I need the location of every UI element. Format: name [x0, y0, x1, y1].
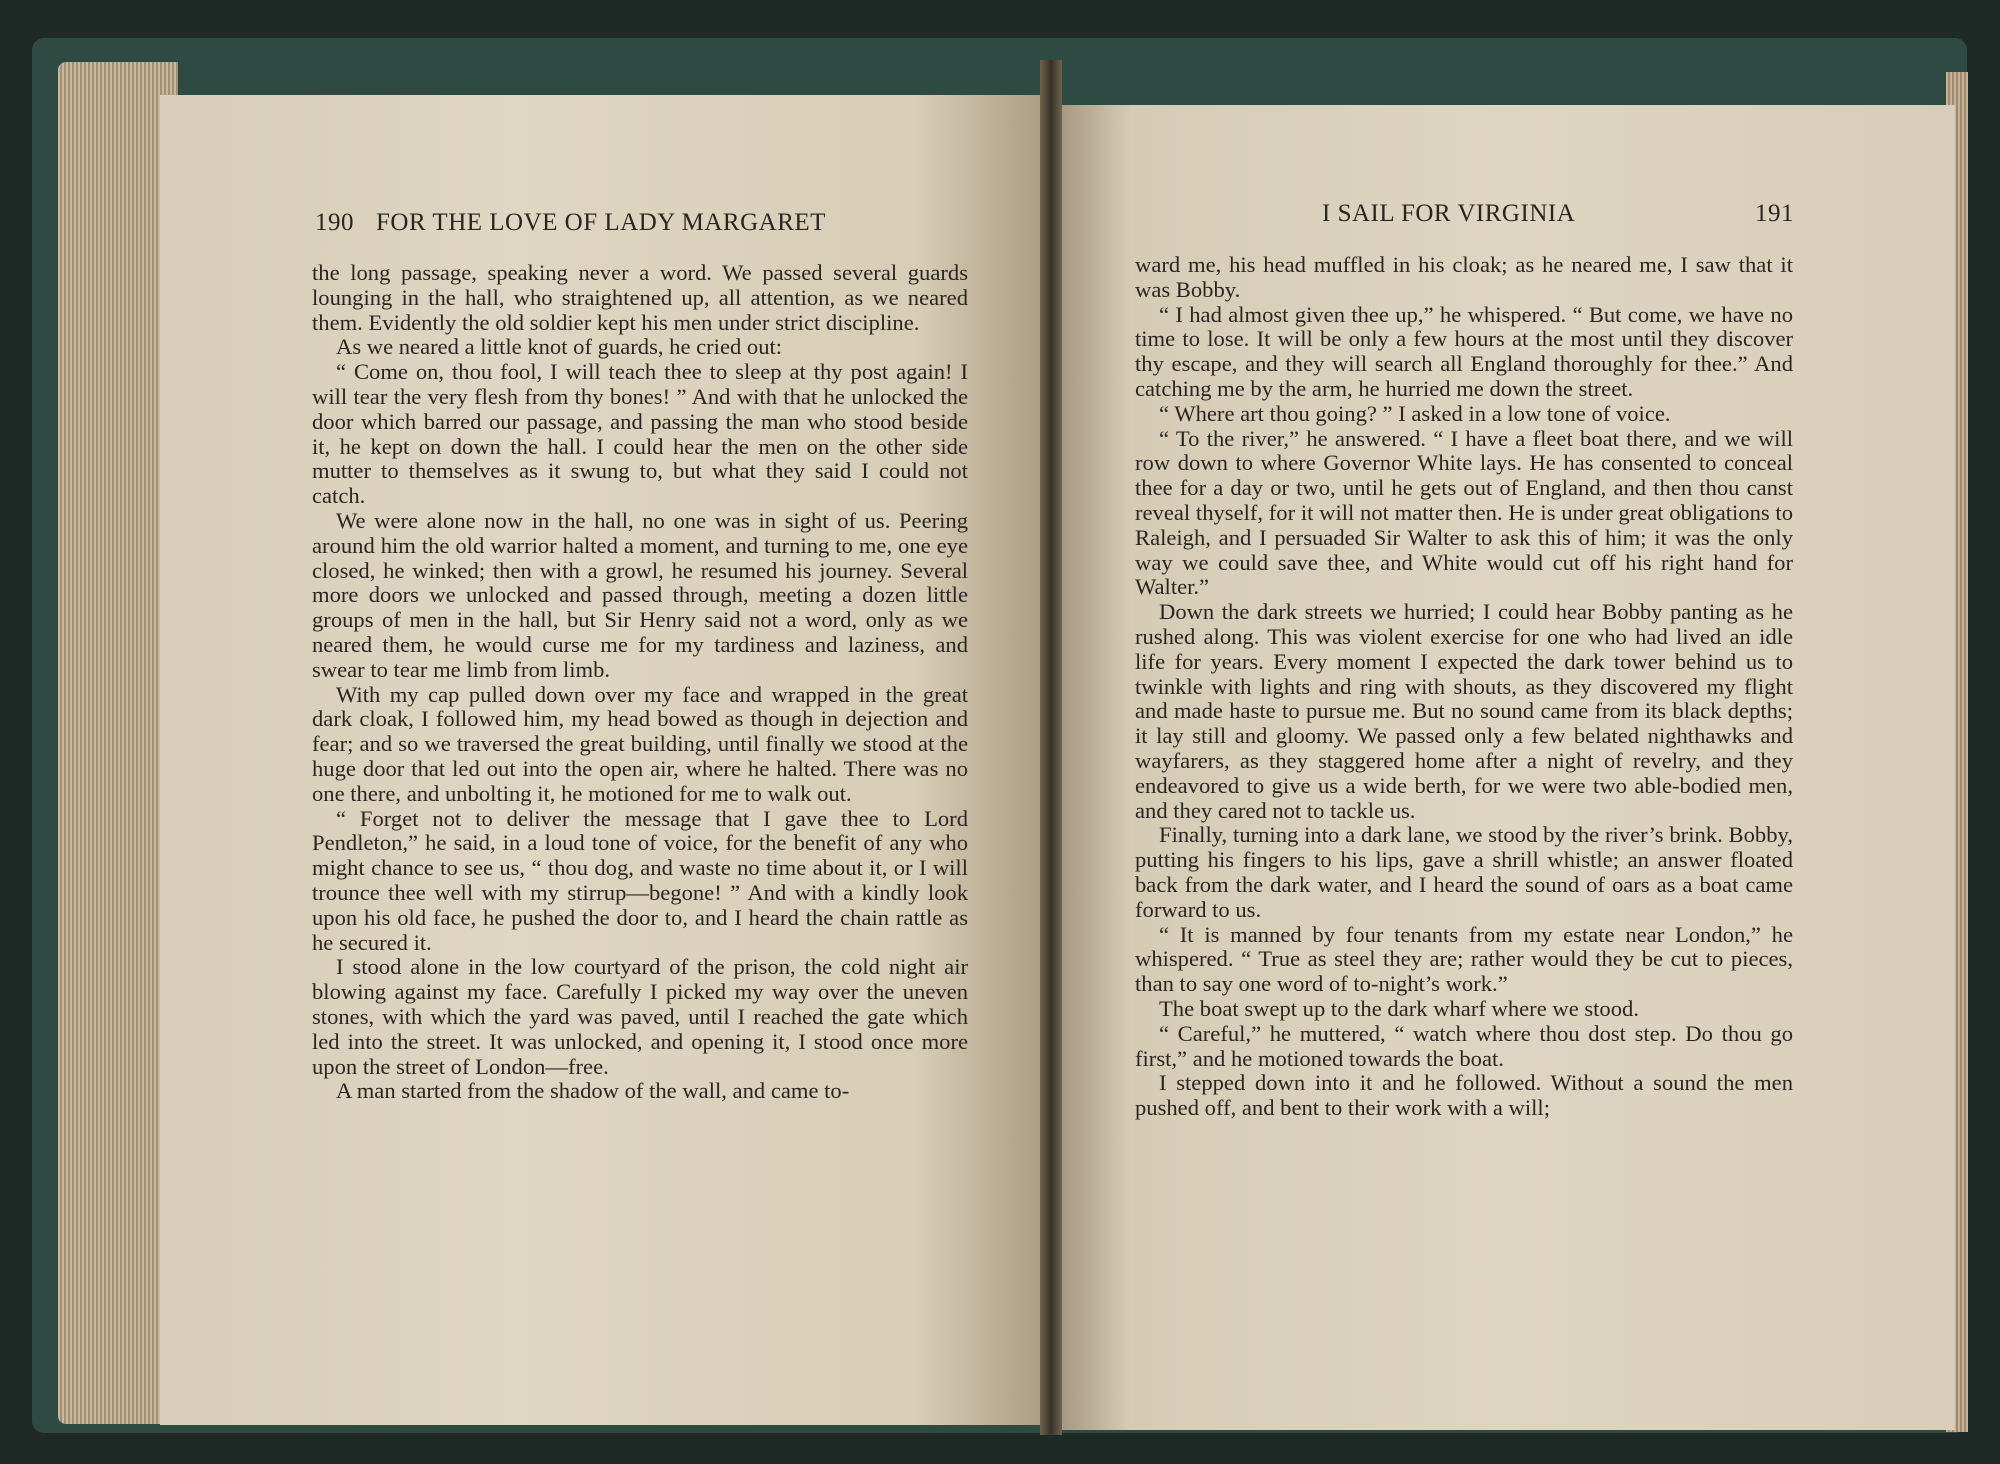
- left-page: [160, 95, 1050, 1425]
- paragraph: A man started from the shadow of the wall, and came to-: [336, 1078, 850, 1104]
- right-page-text: [1135, 253, 1793, 1121]
- paragraph: With my cap pulled down over my face and wrapped in the great dark cloak, I followed him, my head bowed as though in dejection and fear; and so we traversed the great building, until finally we stood at the huge door that led out into the open air, where he halted. There was no one there, and unbolting it, he motioned for me to walk out.: [312, 681, 968, 806]
- paragraph: “ I had almost given thee up,” he whispered. “ But come, we have no time to lose. It will be only a few hours at the most until they discover thy escape, and they will search all England thoroughly for thee.” And catching me by the arm, he hurried me down the street.: [1135, 301, 1793, 401]
- right-page: [1050, 105, 1955, 1430]
- right-page-number: 191: [1755, 200, 1794, 227]
- paragraph: “ Come on, thou fool, I will teach thee to sleep at thy post again! I will tear the very flesh from thy bones! ” And with that he unlocked the door which barred our passage, and passing the man who stood beside it, he kept on down the hall. I could hear the men on the other side mutter to themselves as it swung to, but what they said I could not catch.: [312, 359, 968, 509]
- paragraph: “ Careful,” he muttered, “ watch where thou dost step. Do thou go first,” and he motioned towards the boat.: [1135, 1020, 1793, 1071]
- paragraph: “ To the river,” he answered. “ I have a fleet boat there, and we will row down to where Governor White lays. He has consented to conceal thee for a day or two, until he gets out of England, and then thou canst reveal thyself, for it will not matter then. He is under great obligations to Raleigh, and I persuaded Sir Walter to ask this of him; it was the only way we could save thee, and White would cut off his right hand for Walter.”: [1135, 425, 1793, 600]
- paragraph: the long passage, speaking never a word. We passed several guards lounging in the hall, who straightened up, all attention, as we neared them. Evidently the old soldier kept his men under strict discipline.: [312, 260, 968, 335]
- left-running-title: FOR THE LOVE OF LADY MARGARET: [376, 209, 826, 236]
- paragraph: As we neared a little knot of guards, he cried out:: [336, 334, 783, 360]
- book-gutter: [1040, 60, 1062, 1435]
- paragraph: “ It is manned by four tenants from my estate near London,” he whispered. “ True as steel they are; rather would they be cut to pieces, than to say one word of to-night’s work.”: [1135, 921, 1793, 997]
- paragraph: “ Where art thou going? ” I asked in a low tone of voice.: [1159, 400, 1671, 426]
- paragraph: We were alone now in the hall, no one was in sight of us. Peering around him the old warrior halted a moment, and turning to me, one eye closed, he winked; then with a growl, he resumed his journey. Several more doors we unlocked and passed through, meeting a dozen little groups of men in the hall, but Sir Henry said not a word, only as we neared them, he would curse me for my tardiness and laziness, and swear to tear me limb from limb.: [312, 507, 968, 682]
- left-page-number: 190: [315, 209, 354, 236]
- paragraph: Down the dark streets we hurried; I could hear Bobby panting as he rushed along. This was violent exercise for one who had lived an idle life for years. Every moment I expected the dark tower behind us to twinkle with lights and ring with shouts, as they discovered my flight and made haste to pursue me. But no sound came from its black depths; it lay still and gloomy. We passed only a few belated nighthawks and wayfarers, as they staggered home after a night of revelry, and they endeavored to give us a wide berth, for we were two able-bodied men, and they cared not to tackle us.: [1135, 599, 1793, 823]
- left-running-head: [315, 209, 826, 237]
- left-page-text: [312, 261, 968, 1104]
- paragraph: I stepped down into it and he followed. Without a sound the men pushed off, and bent to their work with a will;: [1135, 1070, 1793, 1121]
- paragraph: Finally, turning into a dark lane, we stood by the river’s brink. Bobby, putting his fingers to his lips, gave a shrill whistle; an answer floated back from the dark water, and I heard the sound of oars as a boat came forward to us.: [1135, 822, 1793, 922]
- right-running-title: I SAIL FOR VIRGINIA: [1322, 200, 1576, 227]
- paragraph: The boat swept up to the dark wharf where we stood.: [1159, 995, 1639, 1021]
- paragraph: “ Forget not to deliver the message that I gave thee to Lord Pendleton,” he said, in a loud tone of voice, for the benefit of any who might chance to see us, “ thou dog, and waste no time about it, or I will trounce thee well with my stirrup—begone! ” And with a kindly look upon his old face, he pushed the door to, and I heard the chain rattle as he secured it.: [312, 805, 968, 955]
- paragraph: I stood alone in the low courtyard of the prison, the cold night air blowing against my face. Carefully I picked my way over the uneven stones, with which the yard was paved, until I reached the gate which led into the street. It was unlocked, and opening it, I stood once more upon the street of London—free.: [312, 954, 968, 1079]
- paragraph: ward me, his head muffled in his cloak; as he neared me, I saw that it was Bobby.: [1135, 252, 1793, 302]
